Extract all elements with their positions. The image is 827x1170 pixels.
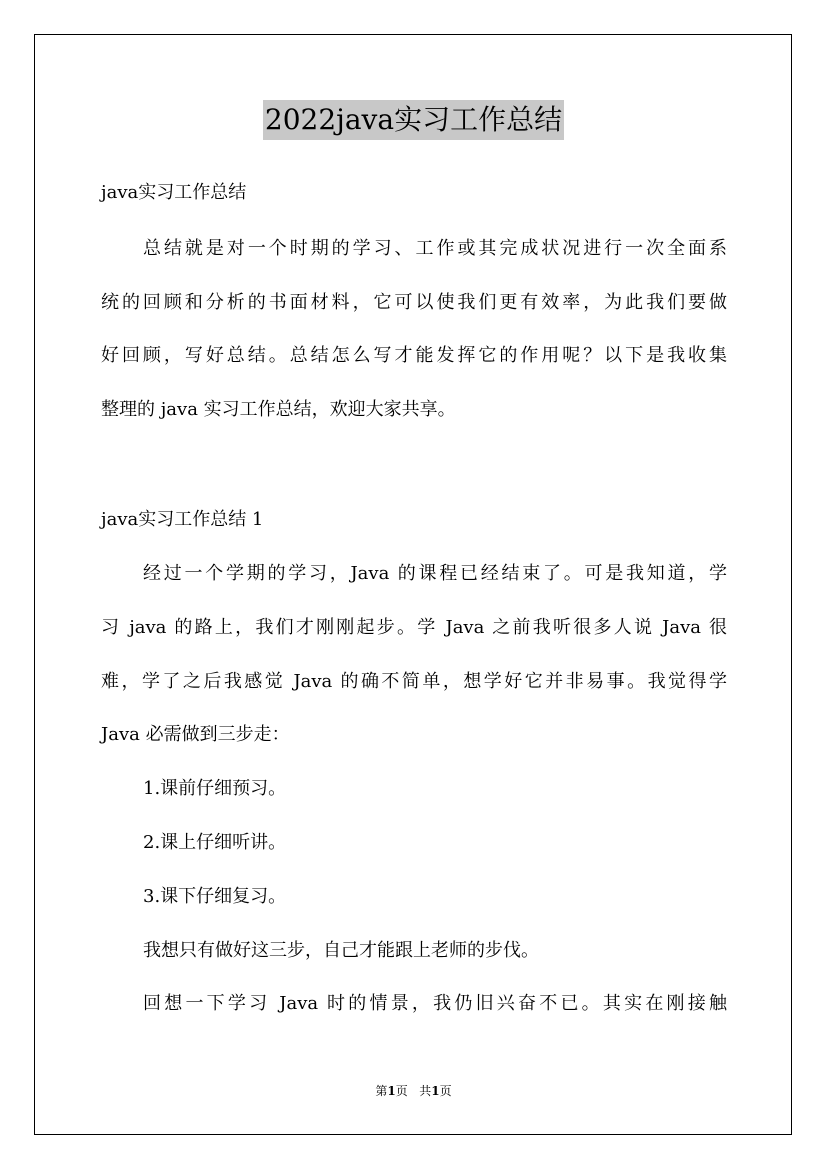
intro-line-2: 统的回顾和分析的书面材料，它可以使我们更有效率，为此我们要做: [101, 292, 727, 313]
recall-line: 回想一下学习 Java 时的情景，我仍旧兴奋不已。其实在刚接触: [143, 993, 727, 1014]
section1-line-4: Java 必需做到三步走：: [101, 724, 290, 745]
step-item-3: 3.课下仔细复习。: [143, 886, 287, 907]
intro-line-1: 总结就是对一个时期的学习、工作或其完成状况进行一次全面系: [143, 238, 727, 259]
section1-line-1: 经过一个学期的学习，Java 的课程已经结束了。可是我知道，学: [143, 563, 727, 584]
footer-total-prefix: 共: [419, 1084, 432, 1098]
footer-page-suffix: 页: [395, 1084, 408, 1098]
footer-page-prefix: 第: [375, 1084, 388, 1098]
page-footer: [0, 1082, 827, 1100]
footer-total-number: 1: [431, 1084, 440, 1098]
section1-line-3: 难，学了之后我感觉 Java 的确不简单，想学好它并非易事。我觉得学: [101, 671, 727, 692]
title-container: [0, 100, 827, 140]
intro-line-3: 好回顾，写好总结。总结怎么写才能发挥它的作用呢？以下是我收集: [101, 345, 727, 366]
intro-line-4: 整理的 java 实习工作总结，欢迎大家共享。: [101, 399, 456, 420]
section1-line-2: 习 java 的路上，我们才刚刚起步。学 Java 之前我听很多人说 Java 很: [101, 617, 727, 638]
footer-total-suffix: 页: [439, 1084, 452, 1098]
section1-heading: java实习工作总结 1: [101, 509, 264, 530]
footer-page-number: 1: [387, 1084, 396, 1098]
closing-line: 我想只有做好这三步，自己才能跟上老师的步伐。: [143, 940, 539, 961]
intro-heading: java实习工作总结: [101, 182, 247, 203]
step-item-1: 1.课前仔细预习。: [143, 778, 287, 799]
document-title: 2022java实习工作总结: [263, 100, 564, 140]
step-item-2: 2.课上仔细听讲。: [143, 832, 287, 853]
